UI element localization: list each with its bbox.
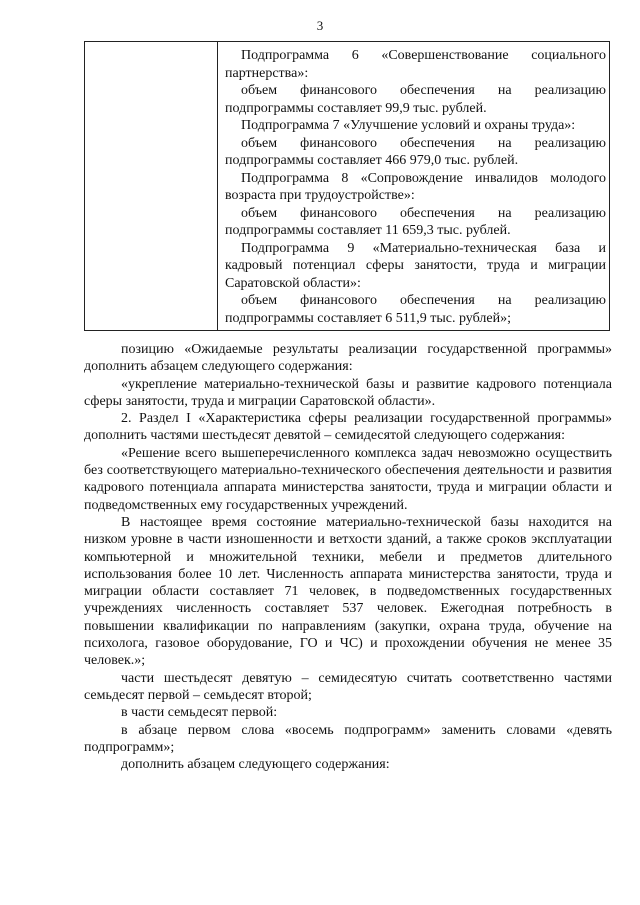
body-paragraph: 2. Раздел I «Характеристика сферы реализации государственной программы» дополнить частями шестьдесят девятой – семидесятой следующего содержания: [84,411,612,444]
body-paragraph: В настоящее время состояние материально-технической базы находится на низком уровне в части изношенности и ветхости зданий, а также сроков эксплуатации компьютерной и множительной техники, мебели и предметов длительного использования более 10 лет. Численность аппарата министерства занятости, труда и миграции области составляет 71 человек, в подведомственных государственных учреждениях численность составляет 537 человек. Ежегодная потребность в повышении квалификации по направлениям (закупки, охрана труда, обучение на психолога, газовое оборудование, ГО и ЧС) и прохождении обучения не менее 35 человек.»; [84,514,612,669]
table-paragraph: объем финансового обеспечения на реализацию подпрограммы составляет 466 979,0 тыс. рублей. [225,135,606,168]
body-text [84,341,612,773]
table-paragraph: объем финансового обеспечения на реализацию подпрограммы составляет 99,9 тыс. рублей. [225,83,606,116]
table-paragraph: объем финансового обеспечения на реализацию подпрограммы составляет 11 659,3 тыс. рублей. [225,205,606,238]
table-paragraph: Подпрограмма 7 «Улучшение условий и охраны труда»: [241,118,576,133]
passport-table [84,41,610,331]
table-paragraph: объем финансового обеспечения на реализацию подпрограммы составляет 6 511,9 тыс. рублей»; [225,293,606,326]
body-paragraph: «укрепление материально-технической базы и развитие кадрового потенциала сферы занятости, труда и миграции Саратовской области». [84,376,612,409]
body-paragraph: в абзаце первом слова «восемь подпрограмм» заменить словами «девять подпрограмм»; [84,722,612,755]
table-left-cell [85,42,218,330]
page-number: 3 [316,18,324,33]
body-paragraph: «Решение всего вышеперечисленного комплекса задач невозможно осуществить без соответствующего материально-технического обеспечения деятельности и развития кадрового потенциала аппарата министерства занятости, труда и миграции области и подведомственных ему государственных учреждений. [84,445,612,513]
body-paragraph: части шестьдесят девятую – семидесятую считать соответственно частями семьдесят первой – семьдесят второй; [84,670,612,703]
table-right-cell [225,47,606,327]
table-paragraph: Подпрограмма 6 «Совершенствование социального партнерства»: [225,48,606,81]
table-paragraph: Подпрограмма 9 «Материально-техническая база и кадровый потенциал сферы занятости, труда и миграции Саратовской области»: [225,240,606,291]
body-paragraph: в части семьдесят первой: [121,705,278,721]
body-paragraph: позицию «Ожидаемые результаты реализации государственной программы» дополнить абзацем следующего содержания: [84,342,612,375]
table-paragraph: Подпрограмма 8 «Сопровождение инвалидов молодого возраста при трудоустройстве»: [225,170,606,203]
body-paragraph: дополнить абзацем следующего содержания: [121,757,390,773]
